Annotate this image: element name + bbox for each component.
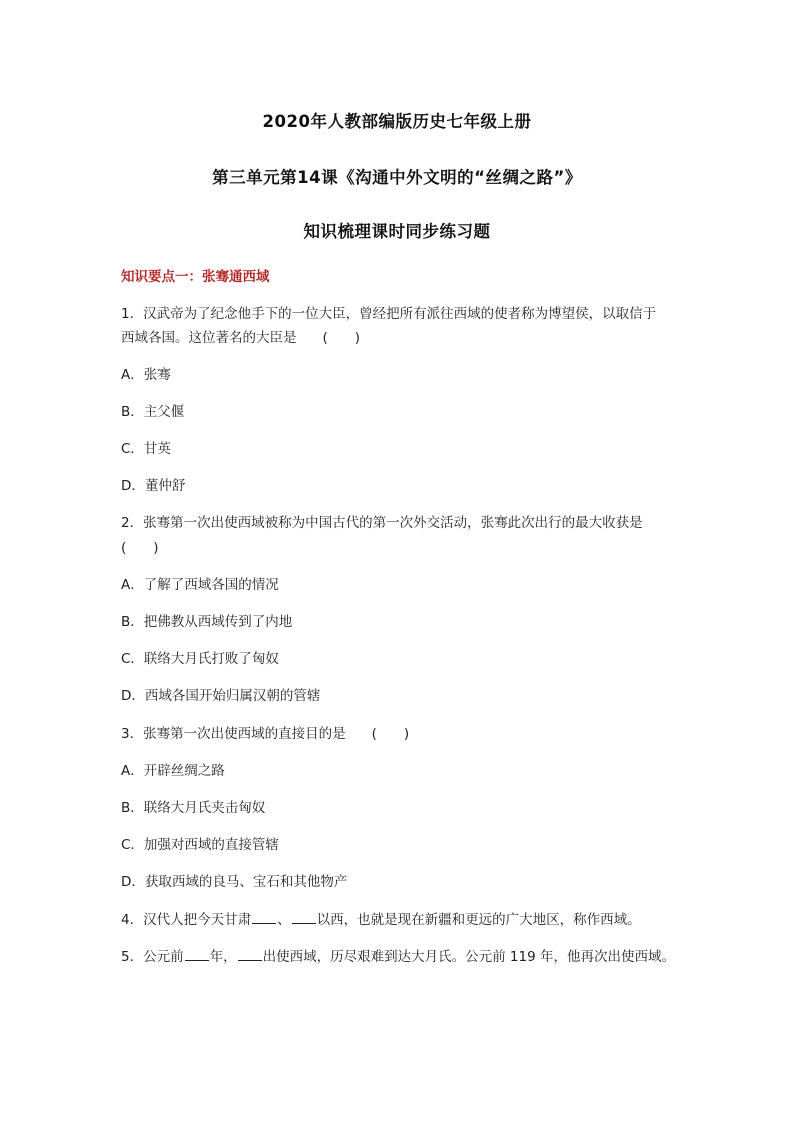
lesson-title: 第三单元第14课《沟通中外文明的“丝绸之路”》 (212, 168, 582, 187)
fill-blank[interactable] (252, 910, 276, 924)
option-c: C．甘英 (121, 441, 171, 457)
question-5-part2: 年， (209, 949, 237, 965)
fill-blank[interactable] (292, 910, 316, 924)
option-c: C．联络大月氏打败了匈奴 (121, 651, 279, 667)
question-4-part3: 以西，也就是现在新疆和更远的广大地区，称作西域。 (316, 912, 641, 928)
question-1-text-line2: 西域各国。这位著名的大臣是 (121, 330, 297, 346)
answer-parentheses: ( ) (371, 726, 410, 742)
option-b: B．联络大月氏夹击匈奴 (121, 800, 266, 816)
question-4-part1: 4．汉代人把今天甘肃 (121, 912, 252, 928)
question-5-part3: 出使西域，历尽艰难到达大月氏。公元前 119 年，他再次出使西域。 (262, 949, 675, 965)
question-2-text: 2．张骞第一次出使西域被称为中国古代的第一次外交活动，张骞此次出行的最大收获是 (121, 515, 643, 531)
fill-blank[interactable] (238, 947, 262, 961)
option-d: D．董仲舒 (121, 478, 186, 494)
exercise-title: 知识梳理课时同步练习题 (303, 222, 491, 241)
question-4-text (121, 908, 641, 928)
option-d: D．获取西域的良马、宝石和其他物产 (121, 874, 348, 890)
option-d: D．西域各国开始归属汉朝的管辖 (121, 688, 321, 704)
section-heading: 知识要点一：张骞通西域 (121, 269, 270, 285)
option-c: C．加强对西域的直接管辖 (121, 837, 279, 853)
option-a: A．张骞 (121, 367, 171, 383)
question-5-text (121, 945, 675, 965)
question-1-text: 1．汉武帝为了纪念他手下的一位大臣，曾经把所有派往西域的使者称为博望侯，以取信于 (121, 306, 657, 322)
question-5-part1: 5．公元前 (121, 949, 184, 965)
option-b: B．把佛教从西域传到了内地 (121, 614, 293, 630)
question-1-text-cont (121, 326, 360, 346)
question-4-part2: 、 (277, 912, 291, 928)
option-b: B．主父偃 (121, 404, 185, 420)
answer-parentheses: ( ) (322, 330, 361, 346)
document-title: 2020年人教部编版历史七年级上册 (262, 112, 532, 131)
answer-parentheses: ( ) (121, 540, 159, 556)
question-3-text (121, 722, 409, 742)
option-a: A．了解了西域各国的情况 (121, 577, 279, 593)
option-a: A．开辟丝绸之路 (121, 763, 225, 779)
fill-blank[interactable] (185, 947, 209, 961)
question-3-stem: 3．张骞第一次出使西域的直接目的是 (121, 726, 346, 742)
